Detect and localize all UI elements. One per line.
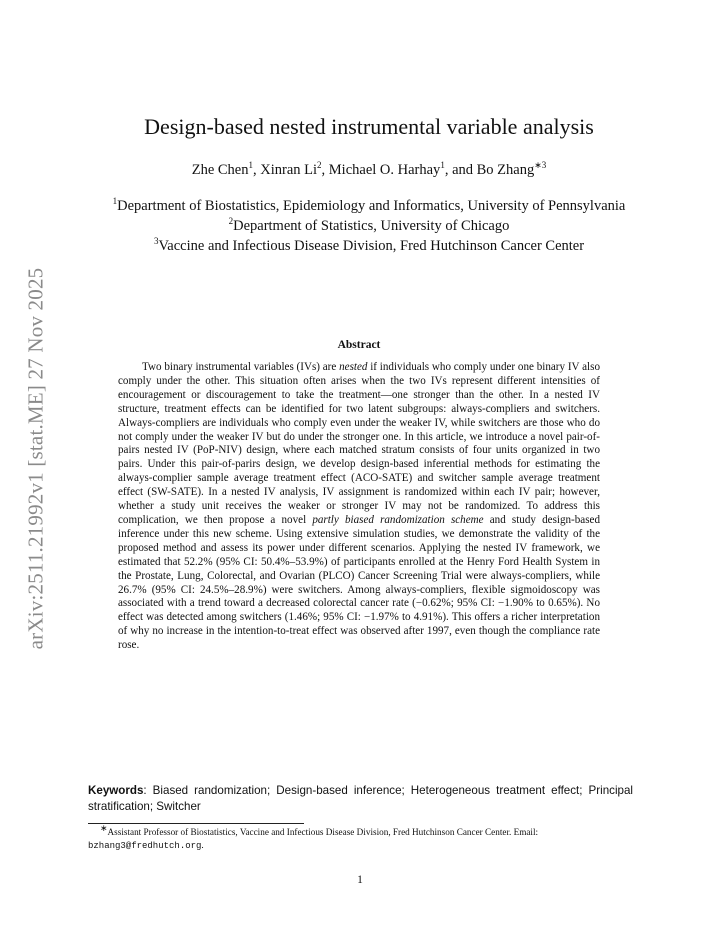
footnote-email: bzhang3@fredhutch.org [88, 841, 202, 851]
author-name: Xinran Li [260, 162, 318, 178]
affiliation-mark: 1 [112, 196, 118, 207]
abstract-segment: if individuals who comply under one binary IV also comply under the other. This situation often arises when the two IVs represent different intensities of encouragement or discouragement to take the treatment—one stronger than the other. In a nested IV structure, treatment effects can be identified for two latent subgroups: always-compliers and switchers. Always-compliers are individuals who comply even under the weaker IV, while switchers are those who do not comply under the weaker IV but do under the stronger one. In this article, we introduce a novel pair-of-pairs nested IV (PoP-NIV) design, where each matched stratum consists of four units organized in two pairs. Under this pair-of-parirs design, we develop design-based inferential methods for estimating the always-complier sample average treatment effect (ACO-SATE) and switcher sample average treatment effect (SW-SATE). In a nested IV analysis, IV assignment is randomized within each IV pair; however, whether a study unit receives the weaker or stronger IV may not be randomized. To address this complication, we then propose a novel [118, 361, 600, 526]
author-separator: , [253, 162, 261, 178]
author-separator: , and [444, 162, 477, 178]
keywords-section [88, 783, 633, 815]
affiliation-text: Department of Biostatistics, Epidemiology and Informatics, University of Pennsylvania [117, 198, 626, 214]
affiliation-text: Vaccine and Infectious Disease Division, Fred Hutchinson Cancer Center [158, 238, 585, 254]
footnote-mark: ∗ [100, 822, 108, 833]
author-name: Bo Zhang [476, 162, 535, 178]
affiliation-mark: 2 [228, 216, 234, 227]
footnote-divider [88, 823, 304, 824]
author-affiliation-mark: ∗3 [534, 160, 547, 171]
keywords-text: : Biased randomization; Design-based inference; Heterogeneous treatment effect; Principal stratification; Switcher [88, 784, 633, 813]
keywords-label: Keywords [88, 784, 144, 797]
abstract-heading: Abstract [337, 339, 381, 351]
author-name: Zhe Chen [191, 162, 249, 178]
affiliation-item [84, 236, 654, 256]
page-number: 1 [357, 874, 363, 886]
footnote-text: Assistant Professor of Biostatistics, Vaccine and Infectious Disease Division, Fred Hutchinson Cancer Center. Email: [107, 827, 539, 837]
author-affiliation-mark: 2 [317, 160, 322, 171]
abstract-text [118, 361, 600, 653]
corresponding-author-footnote [88, 822, 633, 853]
author-name: Michael O. Harhay [328, 162, 441, 178]
author-list [80, 160, 658, 180]
abstract-emphasis: partly biased randomization scheme [312, 513, 484, 526]
author-separator: , [321, 162, 329, 178]
affiliation-text: Department of Statistics, University of Chicago [233, 218, 510, 234]
abstract-segment: and study design-based inference under this new scheme. Using extensive simulation studies, we demonstrate the validity of the proposed method and assess its power under different scenarios. Applying the nested IV framework, we estimated that 52.2% (95% CI: 50.4%–53.9%) of participants enrolled at the Henry Ford Health System in the Prostate, Lung, Colorectal, and Ovarian (PLCO) Cancer Screening Trial were always-compliers, while 26.7% (95% CI: 24.5%–28.9%) were switchers. Among always-compliers, flexible sigmoidoscopy was associated with a trend toward a decreased colorectal cancer rate (−0.62%; 95% CI: −1.90% to 0.65%). No effect was detected among switchers (1.46%; 95% CI: −1.97% to 4.91%). This offers a richer interpretation of why no increase in the intention-to-treat effect was observed after 1997, even though the compliance rate rose. [118, 513, 601, 652]
abstract-segment: Two binary instrumental variables (IVs) are [142, 361, 340, 373]
affiliation-item [84, 216, 654, 236]
arxiv-identifier-text: arXiv:2511.21992v1 [stat.ME] 27 Nov 2025 [23, 267, 48, 649]
abstract-emphasis: nested [339, 361, 368, 373]
author-affiliation-mark: 1 [248, 160, 253, 171]
arxiv-identifier-stamp [16, 248, 56, 668]
affiliation-item [84, 196, 654, 216]
affiliation-list [84, 196, 654, 256]
paper-title: Design-based nested instrumental variable analysis [144, 114, 594, 139]
affiliation-mark: 3 [153, 236, 159, 247]
footnote-end: . [201, 840, 204, 850]
author-affiliation-mark: 1 [440, 160, 445, 171]
